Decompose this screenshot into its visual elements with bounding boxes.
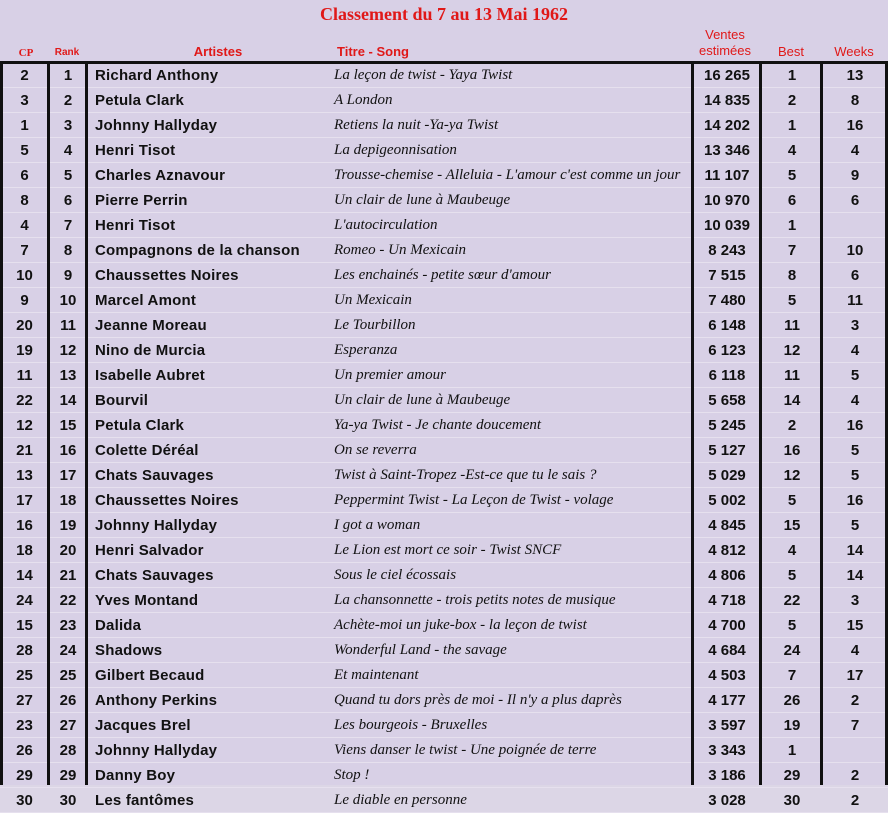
table-row [0, 313, 888, 338]
cell-cp: 4 [0, 213, 49, 238]
cell-artist: Shadows [87, 638, 332, 663]
cell-best: 2 [762, 413, 822, 438]
cell-title: Esperanza [332, 338, 692, 363]
cell-artist: Dalida [87, 613, 332, 638]
cell-artist: Colette Déréal [87, 438, 332, 463]
cell-rank: 25 [49, 663, 87, 688]
cell-cp: 15 [0, 613, 49, 638]
cell-sales: 4 503 [692, 663, 762, 688]
divider-best [820, 63, 823, 785]
table-row [0, 788, 888, 813]
cell-sales: 14 202 [692, 113, 762, 138]
cell-best: 1 [762, 63, 822, 88]
table-row [0, 538, 888, 563]
cell-title: I got a woman [332, 513, 692, 538]
cell-cp: 26 [0, 738, 49, 763]
cell-best: 12 [762, 463, 822, 488]
cell-rank: 20 [49, 538, 87, 563]
table-row [0, 238, 888, 263]
cell-rank: 15 [49, 413, 87, 438]
cell-best: 7 [762, 238, 822, 263]
cell-title: Trousse-chemise - Alleluia - L'amour c'est comme un jour [332, 163, 692, 188]
cell-rank: 18 [49, 488, 87, 513]
cell-weeks: 2 [822, 788, 888, 813]
cell-title: On se reverra [332, 438, 692, 463]
cell-rank: 13 [49, 363, 87, 388]
cell-title: Un clair de lune à Maubeuge [332, 188, 692, 213]
cell-sales: 6 148 [692, 313, 762, 338]
cell-title: Quand tu dors près de moi - Il n'y a plus daprès [332, 688, 692, 713]
cell-cp: 3 [0, 88, 49, 113]
header-sales [692, 27, 758, 59]
cell-cp: 17 [0, 488, 49, 513]
cell-artist: Isabelle Aubret [87, 363, 332, 388]
cell-rank: 2 [49, 88, 87, 113]
cell-best: 19 [762, 713, 822, 738]
cell-rank: 23 [49, 613, 87, 638]
cell-sales: 5 029 [692, 463, 762, 488]
divider-sales [759, 63, 762, 785]
cell-title: Les bourgeois - Bruxelles [332, 713, 692, 738]
cell-rank: 19 [49, 513, 87, 538]
cell-weeks: 10 [822, 238, 888, 263]
cell-weeks: 14 [822, 563, 888, 588]
cell-best: 16 [762, 438, 822, 463]
cell-title: Twist à Saint-Tropez -Est-ce que tu le sais ? [332, 463, 692, 488]
cell-sales: 4 812 [692, 538, 762, 563]
cell-weeks: 11 [822, 288, 888, 313]
cell-sales: 5 245 [692, 413, 762, 438]
cell-weeks: 4 [822, 138, 888, 163]
cell-title: Le Lion est mort ce soir - Twist SNCF [332, 538, 692, 563]
cell-cp: 18 [0, 538, 49, 563]
cell-weeks: 3 [822, 313, 888, 338]
header-weeks: Weeks [834, 44, 874, 59]
divider-rank [85, 63, 88, 785]
table-row [0, 513, 888, 538]
cell-rank: 29 [49, 763, 87, 788]
cell-rank: 8 [49, 238, 87, 263]
cell-title: Un premier amour [332, 363, 692, 388]
cell-cp: 11 [0, 363, 49, 388]
cell-best: 26 [762, 688, 822, 713]
cell-title: L'autocirculation [332, 213, 692, 238]
cell-weeks: 16 [822, 413, 888, 438]
cell-cp: 1 [0, 113, 49, 138]
cell-best: 24 [762, 638, 822, 663]
cell-title: Achète-moi un juke-box - la leçon de twist [332, 613, 692, 638]
cell-best: 29 [762, 763, 822, 788]
cell-cp: 7 [0, 238, 49, 263]
page-title: Classement du 7 au 13 Mai 1962 [319, 4, 568, 24]
cell-title: A London [332, 88, 692, 113]
table-row [0, 463, 888, 488]
cell-artist: Johnny Hallyday [87, 738, 332, 763]
cell-cp: 12 [0, 413, 49, 438]
table-row [0, 663, 888, 688]
table-row [0, 113, 888, 138]
table-row [0, 713, 888, 738]
cell-weeks: 9 [822, 163, 888, 188]
cell-rank: 21 [49, 563, 87, 588]
table-row [0, 363, 888, 388]
cell-artist: Jacques Brel [87, 713, 332, 738]
cell-sales: 4 177 [692, 688, 762, 713]
cell-weeks: 5 [822, 513, 888, 538]
cell-sales: 5 658 [692, 388, 762, 413]
cell-cp: 16 [0, 513, 49, 538]
cell-sales: 16 265 [692, 63, 762, 88]
cell-best: 8 [762, 263, 822, 288]
cell-best: 1 [762, 113, 822, 138]
cell-sales: 6 123 [692, 338, 762, 363]
cell-rank: 9 [49, 263, 87, 288]
cell-sales: 14 835 [692, 88, 762, 113]
cell-rank: 16 [49, 438, 87, 463]
header-divider [0, 61, 888, 64]
cell-cp: 27 [0, 688, 49, 713]
cell-rank: 7 [49, 213, 87, 238]
table-row [0, 388, 888, 413]
cell-sales: 4 806 [692, 563, 762, 588]
cell-best: 5 [762, 488, 822, 513]
table-row [0, 138, 888, 163]
header-cp: CP [18, 47, 34, 59]
cell-title: La chansonnette - trois petits notes de musique [332, 588, 692, 613]
cell-weeks: 5 [822, 463, 888, 488]
cell-sales: 4 684 [692, 638, 762, 663]
divider-left [0, 63, 3, 785]
cell-title: Viens danser le twist - Une poignée de terre [332, 738, 692, 763]
cell-sales: 10 039 [692, 213, 762, 238]
cell-rank: 26 [49, 688, 87, 713]
cell-cp: 13 [0, 463, 49, 488]
cell-weeks: 4 [822, 388, 888, 413]
header-artist: Artistes [193, 44, 243, 59]
cell-artist: Chaussettes Noires [87, 488, 332, 513]
cell-artist: Gilbert Becaud [87, 663, 332, 688]
cell-rank: 6 [49, 188, 87, 213]
cell-weeks: 5 [822, 363, 888, 388]
cell-artist: Henri Tisot [87, 138, 332, 163]
cell-best: 1 [762, 738, 822, 763]
cell-artist: Chats Sauvages [87, 563, 332, 588]
cell-rank: 30 [49, 788, 87, 813]
cell-best: 5 [762, 163, 822, 188]
cell-cp: 2 [0, 63, 49, 88]
cell-artist: Henri Tisot [87, 213, 332, 238]
cell-artist: Jeanne Moreau [87, 313, 332, 338]
cell-weeks: 3 [822, 588, 888, 613]
cell-weeks: 14 [822, 538, 888, 563]
cell-cp: 9 [0, 288, 49, 313]
cell-weeks: 8 [822, 88, 888, 113]
cell-weeks: 6 [822, 263, 888, 288]
cell-cp: 14 [0, 563, 49, 588]
cell-artist: Anthony Perkins [87, 688, 332, 713]
table-row [0, 588, 888, 613]
cell-title: Wonderful Land - the savage [332, 638, 692, 663]
cell-best: 4 [762, 138, 822, 163]
cell-sales: 7 480 [692, 288, 762, 313]
cell-best: 7 [762, 663, 822, 688]
cell-best: 1 [762, 213, 822, 238]
cell-artist: Les fantômes [87, 788, 332, 813]
cell-artist: Richard Anthony [87, 63, 332, 88]
cell-title: Les enchainés - petite sœur d'amour [332, 263, 692, 288]
cell-title: Sous le ciel écossais [332, 563, 692, 588]
cell-weeks: 17 [822, 663, 888, 688]
cell-title: Ya-ya Twist - Je chante doucement [332, 413, 692, 438]
cell-title: Le diable en personne [332, 788, 692, 813]
cell-weeks: 16 [822, 113, 888, 138]
cell-cp: 25 [0, 663, 49, 688]
table-row [0, 88, 888, 113]
cell-artist: Petula Clark [87, 88, 332, 113]
cell-artist: Yves Montand [87, 588, 332, 613]
cell-cp: 20 [0, 313, 49, 338]
cell-title: La leçon de twist - Yaya Twist [332, 63, 692, 88]
cell-artist: Henri Salvador [87, 538, 332, 563]
cell-rank: 28 [49, 738, 87, 763]
cell-rank: 1 [49, 63, 87, 88]
table-row [0, 413, 888, 438]
cell-cp: 29 [0, 763, 49, 788]
cell-best: 5 [762, 563, 822, 588]
cell-sales: 3 343 [692, 738, 762, 763]
table-row [0, 338, 888, 363]
cell-rank: 27 [49, 713, 87, 738]
cell-rank: 12 [49, 338, 87, 363]
table-row [0, 638, 888, 663]
cell-sales: 3 028 [692, 788, 762, 813]
cell-best: 12 [762, 338, 822, 363]
header-best: Best [777, 44, 804, 59]
table-row [0, 763, 888, 788]
cell-best: 6 [762, 188, 822, 213]
cell-rank: 10 [49, 288, 87, 313]
table-row [0, 63, 888, 88]
cell-cp: 5 [0, 138, 49, 163]
cell-sales: 4 718 [692, 588, 762, 613]
cell-sales: 10 970 [692, 188, 762, 213]
cell-weeks: 15 [822, 613, 888, 638]
cell-artist: Compagnons de la chanson [87, 238, 332, 263]
cell-rank: 3 [49, 113, 87, 138]
cell-rank: 5 [49, 163, 87, 188]
cell-artist: Bourvil [87, 388, 332, 413]
cell-artist: Danny Boy [87, 763, 332, 788]
cell-sales: 3 186 [692, 763, 762, 788]
cell-title: Un Mexicain [332, 288, 692, 313]
chart-rows [0, 63, 888, 813]
cell-best: 5 [762, 288, 822, 313]
cell-sales: 13 346 [692, 138, 762, 163]
cell-weeks [822, 738, 888, 763]
cell-best: 14 [762, 388, 822, 413]
table-row [0, 288, 888, 313]
cell-best: 2 [762, 88, 822, 113]
cell-sales: 7 515 [692, 263, 762, 288]
cell-title: Peppermint Twist - La Leçon de Twist - volage [332, 488, 692, 513]
cell-rank: 22 [49, 588, 87, 613]
cell-weeks: 4 [822, 338, 888, 363]
table-row [0, 263, 888, 288]
cell-title: Et maintenant [332, 663, 692, 688]
cell-cp: 19 [0, 338, 49, 363]
cell-best: 11 [762, 363, 822, 388]
cell-best: 22 [762, 588, 822, 613]
cell-weeks: 13 [822, 63, 888, 88]
cell-artist: Chats Sauvages [87, 463, 332, 488]
cell-cp: 10 [0, 263, 49, 288]
cell-title: La depigeonnisation [332, 138, 692, 163]
cell-title: Le Tourbillon [332, 313, 692, 338]
table-row [0, 738, 888, 763]
cell-rank: 24 [49, 638, 87, 663]
table-row [0, 163, 888, 188]
table-row [0, 488, 888, 513]
cell-best: 15 [762, 513, 822, 538]
cell-weeks: 2 [822, 688, 888, 713]
cell-title: Stop ! [332, 763, 692, 788]
cell-artist: Marcel Amont [87, 288, 332, 313]
cell-cp: 23 [0, 713, 49, 738]
table-row [0, 613, 888, 638]
cell-sales: 3 597 [692, 713, 762, 738]
cell-cp: 24 [0, 588, 49, 613]
header-sales-line1: Ventes [705, 27, 745, 42]
table-row [0, 688, 888, 713]
cell-cp: 21 [0, 438, 49, 463]
cell-weeks: 4 [822, 638, 888, 663]
cell-cp: 8 [0, 188, 49, 213]
cell-rank: 14 [49, 388, 87, 413]
cell-sales: 8 243 [692, 238, 762, 263]
cell-artist: Charles Aznavour [87, 163, 332, 188]
cell-sales: 5 127 [692, 438, 762, 463]
cell-rank: 11 [49, 313, 87, 338]
cell-cp: 30 [0, 788, 49, 813]
cell-cp: 6 [0, 163, 49, 188]
cell-cp: 22 [0, 388, 49, 413]
cell-title: Romeo - Un Mexicain [332, 238, 692, 263]
divider-title [691, 63, 694, 785]
table-row [0, 213, 888, 238]
cell-weeks [822, 213, 888, 238]
cell-sales: 4 700 [692, 613, 762, 638]
cell-title: Un clair de lune à Maubeuge [332, 388, 692, 413]
cell-weeks: 16 [822, 488, 888, 513]
cell-artist: Pierre Perrin [87, 188, 332, 213]
cell-sales: 4 845 [692, 513, 762, 538]
cell-best: 5 [762, 613, 822, 638]
cell-best: 4 [762, 538, 822, 563]
cell-best: 11 [762, 313, 822, 338]
divider-cp [47, 63, 50, 785]
table-row [0, 188, 888, 213]
cell-best: 30 [762, 788, 822, 813]
cell-artist: Nino de Murcia [87, 338, 332, 363]
cell-weeks: 6 [822, 188, 888, 213]
cell-rank: 4 [49, 138, 87, 163]
header-sales-line2: estimées [698, 43, 752, 58]
table-row [0, 563, 888, 588]
cell-artist: Johnny Hallyday [87, 113, 332, 138]
cell-artist: Chaussettes Noires [87, 263, 332, 288]
cell-weeks: 7 [822, 713, 888, 738]
cell-weeks: 5 [822, 438, 888, 463]
header-title: Titre - Song [337, 44, 409, 59]
cell-artist: Johnny Hallyday [87, 513, 332, 538]
cell-artist: Petula Clark [87, 413, 332, 438]
table-row [0, 438, 888, 463]
cell-title: Retiens la nuit -Ya-ya Twist [332, 113, 692, 138]
cell-sales: 5 002 [692, 488, 762, 513]
header-rank: Rank [54, 47, 80, 58]
cell-weeks: 2 [822, 763, 888, 788]
cell-cp: 28 [0, 638, 49, 663]
cell-sales: 11 107 [692, 163, 762, 188]
cell-sales: 6 118 [692, 363, 762, 388]
cell-rank: 17 [49, 463, 87, 488]
